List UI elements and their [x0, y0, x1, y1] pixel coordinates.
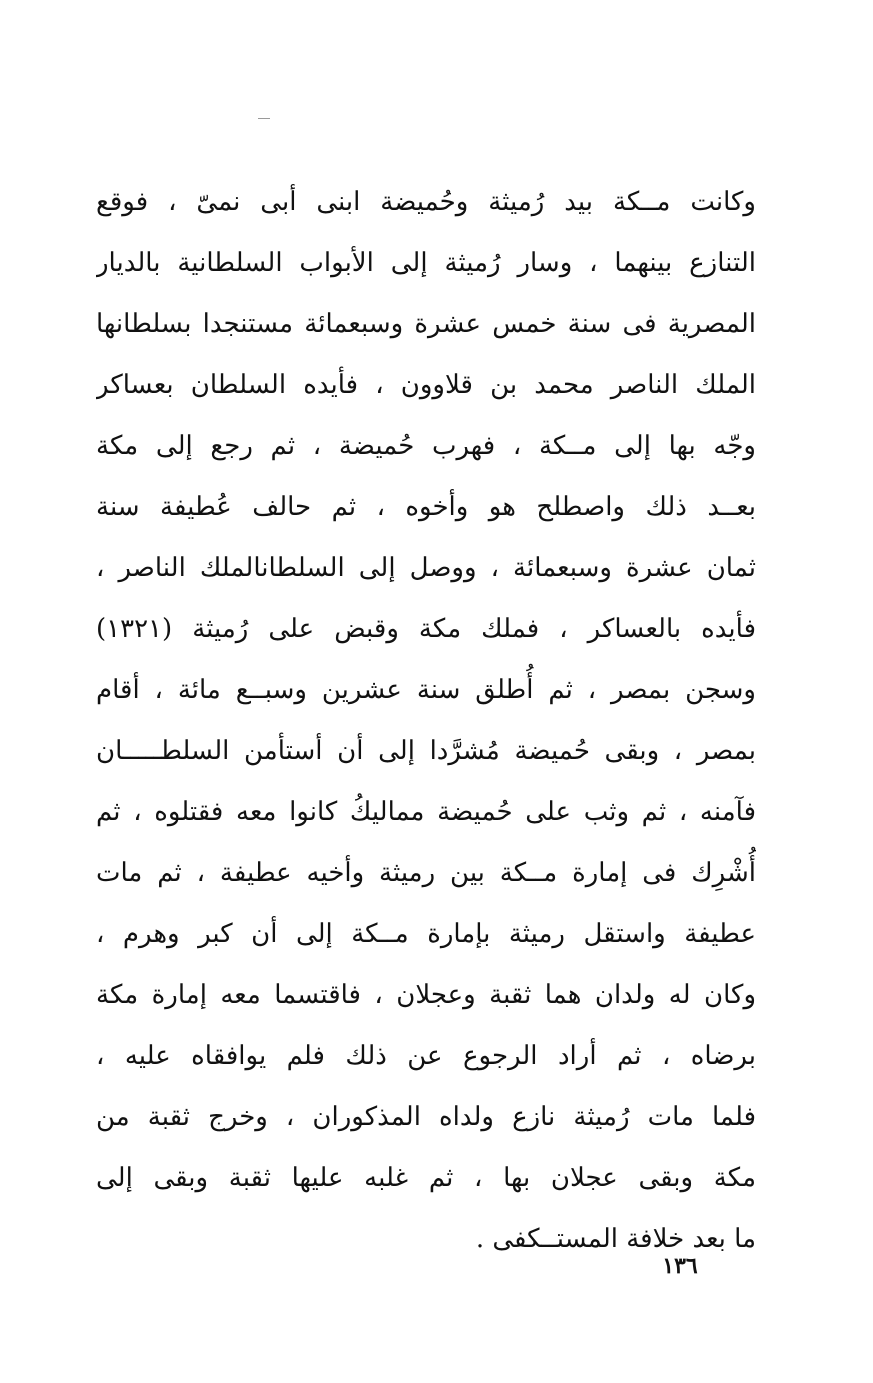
text-line: برضاه ، ثم أراد الرجوع عن ذلك فلم يوافقاه عليه ، [96, 1041, 756, 1071]
text-line: عطيفة واستقل رميثة بإمارة مــكة إلى أن كبر وهرم ، [96, 919, 756, 949]
text-line-last: ما بعد خلافة المستــكفى . [475, 1224, 756, 1254]
text-line: وكانت مــكة بيد رُميثة وحُميضة ابنى أبى نمىّ ، فوقع [96, 187, 756, 217]
text-line: فأيده بالعساكر ، فملك مكة وقبض على رُميثة (١٣٢١) [96, 614, 756, 644]
scan-mark [258, 118, 270, 119]
text-line: فلما مات رُميثة نازع ولداه المذكوران ، وخرج ثقبة من [96, 1102, 756, 1132]
text-line: وسجن بمصر ، ثم أُطلق سنة عشرين وسبــع مائة ، أقام [96, 675, 756, 705]
body-text [96, 172, 756, 1270]
text-line: بمصر ، وبقى حُميضة مُشرَّدا إلى أن أستأمن السلطـــــان [96, 736, 756, 766]
text-line: ثمان عشرة وسبعمائة ، ووصل إلى السلطانالملك الناصر ، [96, 553, 756, 583]
text-line: وكان له ولدان هما ثقبة وعجلان ، فاقتسما معه إمارة مكة [96, 980, 756, 1010]
text-line: بعــد ذلك واصطلح هو وأخوه ، ثم حالف عُطيفة سنة [96, 492, 756, 522]
page-number: ١٣٦ [662, 1253, 698, 1279]
text-line: التنازع بينهما ، وسار رُميثة إلى الأبواب السلطانية بالديار [96, 248, 756, 278]
text-line: الملك الناصر محمد بن قلاوون ، فأيده السلطان بعساكر [96, 370, 756, 400]
text-line: المصرية فى سنة خمس عشرة وسبعمائة مستنجدا بسلطانها [96, 309, 756, 339]
text-line: مكة وبقى عجلان بها ، ثم غلبه عليها ثقبة وبقى إلى [96, 1163, 756, 1193]
text-line: أُشْرِك فى إمارة مــكة بين رميثة وأخيه عطيفة ، ثم مات [96, 858, 756, 888]
text-line: وجّه بها إلى مــكة ، فهرب حُميضة ، ثم رجع إلى مكة [96, 431, 756, 461]
text-line: فآمنه ، ثم وثب على حُميضة مماليكُ كانوا معه فقتلوه ، ثم [96, 797, 756, 827]
